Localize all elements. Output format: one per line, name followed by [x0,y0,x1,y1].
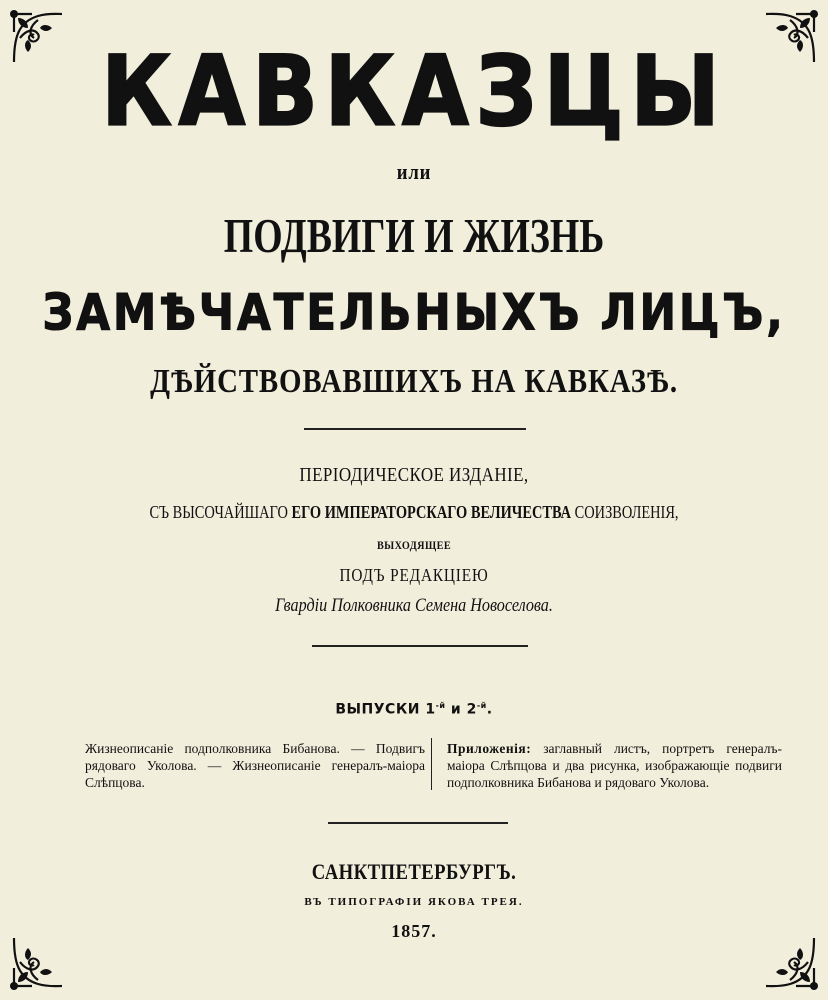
imprint-city: САНКТПЕТЕРБУРГЪ. [311,859,517,884]
imprint-printer: ВЪ ТИПОГРАФІИ ЯКОВА ТРЕЯ. [304,896,524,908]
permission-suffix: СОИЗВОЛЕНІЯ, [574,502,679,522]
issues-label [0,697,828,719]
permission-emphasis: ЕГО ИМПЕРАТОРСКАГО ВЕЛИЧЕСТВА [291,502,572,522]
contents-text: Жизнеописаніе подполковника Бибанова. — Подвигъ рядоваго Уколова. — Жизнеописаніе генералъ-маіора Слѣпцова. [85,741,425,790]
issue-suffix-2: -й [476,701,487,710]
issued-label: ВЫХОДЯЩЕЕ [376,538,452,552]
title-conjunction: или [396,159,432,184]
issue-number-2: 2 [466,701,477,718]
subtitle-line-2: ЗАМѢЧАТЕЛЬНЫХЪ ЛИЦЪ, [42,282,786,342]
issues-end: . [486,701,493,718]
imperial-permission [83,500,745,524]
issues-prefix: ВЫПУСКИ [335,701,426,718]
divider-rule [312,645,528,647]
imprint-year: 1857. [391,921,437,941]
publication-type: ПЕРІОДИЧЕСКОЕ ИЗДАНІЕ, [299,464,529,486]
issues-conjunction: и [445,701,467,718]
issue-number-1: 1 [425,701,436,718]
appendix-text [447,740,782,791]
permission-prefix: СЪ ВЫСОЧАЙШАГО [149,502,288,522]
column-separator [431,738,432,790]
appendix-label: Приложенія: [447,741,532,756]
editorship-label: ПОДЪ РЕДАКЦІЕЮ [339,565,489,585]
appendix-items: заглавный листъ, портретъ генералъ-маіора Слѣпцова и два рисунка, изображающіе подвиги подполковника Бибанова и рядоваго Уколова. [447,741,782,790]
subtitle-line-1: ПОДВИГИ И ЖИЗНЬ [223,210,605,264]
subtitle-line-3: ДѢЙСТВОВАВШИХЪ НА КАВКАЗѢ. [150,363,678,400]
editor-name: Гвардіи Полковника Семена Новоселова. [275,595,553,616]
divider-rule [304,428,526,430]
main-title: КАВКАЗЦЫ [101,36,727,148]
divider-rule [328,822,508,824]
issue-suffix-1: -й [435,701,446,710]
